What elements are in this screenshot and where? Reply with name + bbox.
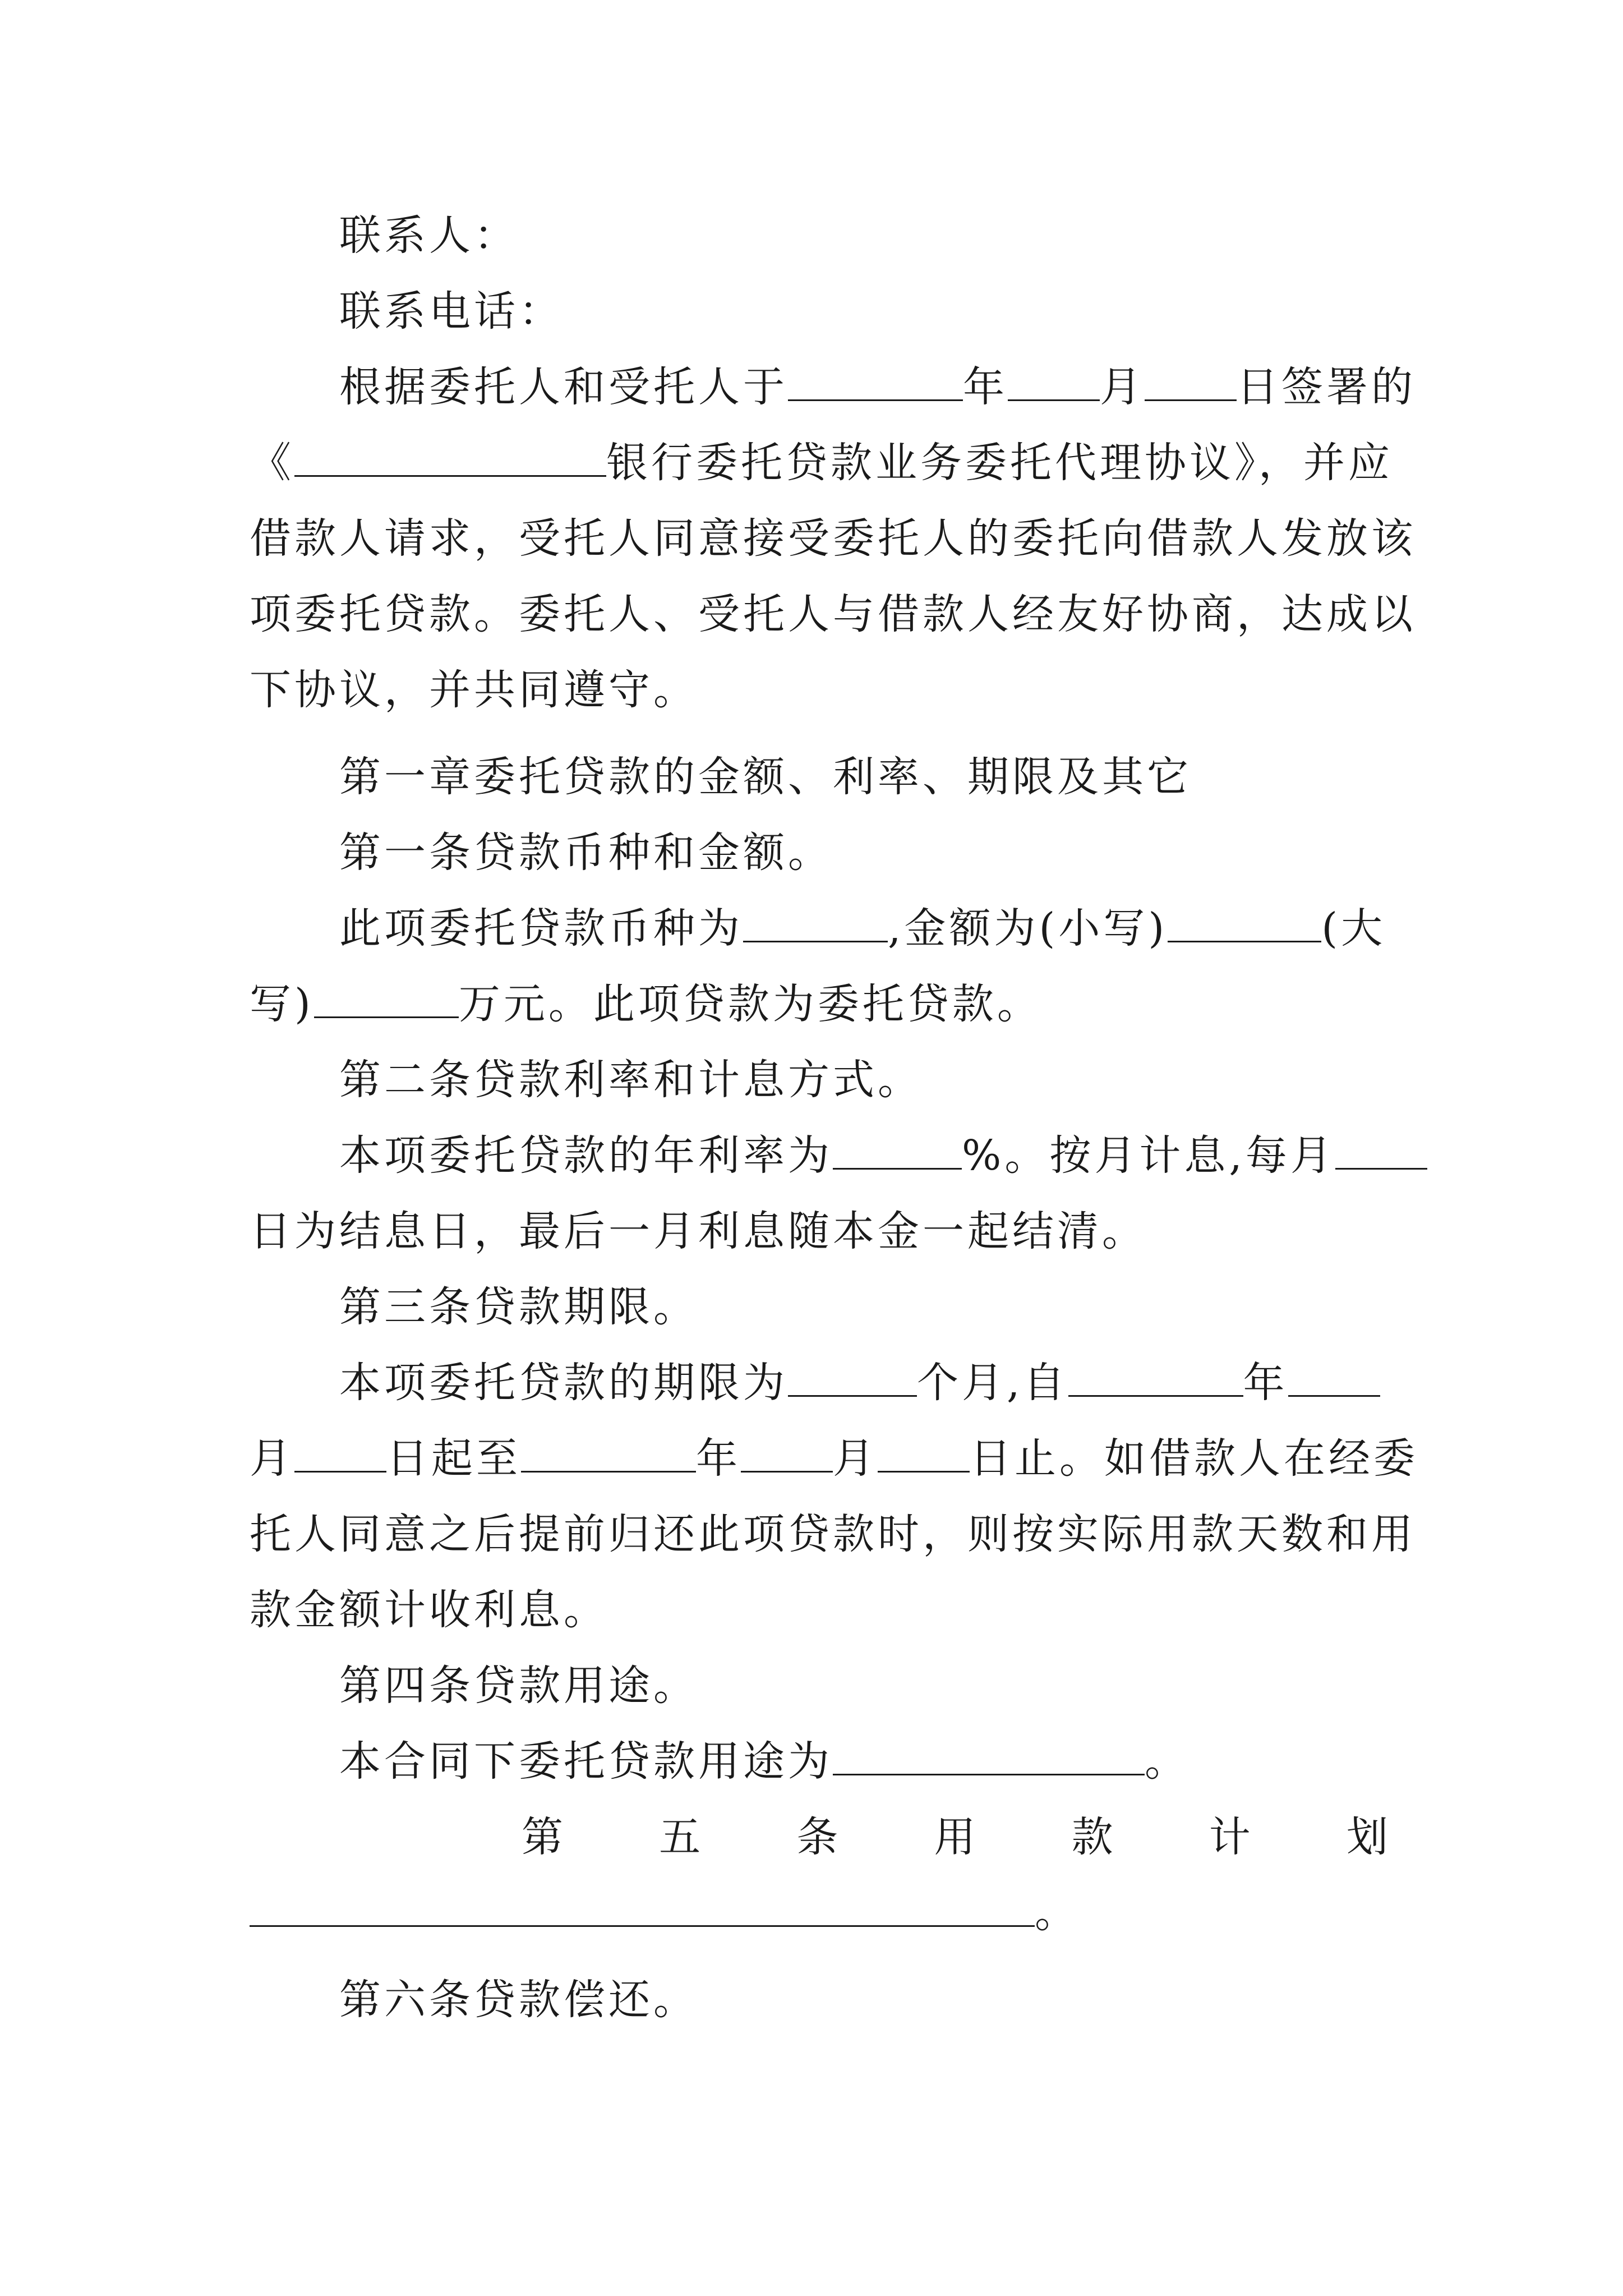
paragraph-1-line-2: 《 银行委托贷款业务委托代理协议》，并应 (250, 432, 1388, 494)
article-1-text-line-1: 此项委托贷款币种为 ,金额为(小写) (大 (339, 898, 1388, 959)
start-day-blank (294, 1432, 386, 1473)
article-1-heading: 第一条贷款币种和金额。 (339, 829, 833, 877)
date-month-blank (1008, 360, 1100, 401)
paragraph-1-line-5: 下协议，并共同遵守。 (250, 666, 698, 714)
start-month-blank (1288, 1356, 1380, 1397)
article-3-text-line-3: 托人同意之后提前归还此项贷款时，则按实际用款天数和用 (250, 1510, 1416, 1558)
date-day-blank (1145, 360, 1237, 401)
article-5-plan-line: 。 (250, 1882, 1388, 1944)
currency-blank (743, 901, 888, 942)
article-5-char: 用 (934, 1813, 976, 1861)
end-month-blank (741, 1432, 833, 1473)
date-year-blank (788, 360, 963, 401)
article-5-char: 计 (1209, 1813, 1251, 1861)
article-5-char: 条 (796, 1813, 838, 1861)
article-5-char: 款 (1071, 1813, 1113, 1861)
settlement-day-blank (1335, 1129, 1427, 1170)
article-6-heading: 第六条贷款偿还。 (339, 1976, 698, 2024)
amount-figures-blank (1168, 901, 1321, 942)
paragraph-1-line-1: 根据委托人和受托人于 年 月 日签署的 (339, 356, 1388, 418)
end-day-blank (878, 1432, 970, 1473)
article-5-char: 划 (1346, 1813, 1388, 1861)
article-4-heading: 第四条贷款用途。 (339, 1662, 698, 1710)
amount-words-blank (314, 977, 459, 1018)
article-5-char: 第 (522, 1813, 563, 1861)
article-4-text: 本合同下委托贷款用途为 。 (339, 1731, 1388, 1792)
start-year-blank (1068, 1356, 1243, 1397)
paragraph-1-line-4: 项委托贷款。委托人、受托人与借款人经友好协商，达成以 (250, 590, 1416, 638)
loan-purpose-blank (833, 1734, 1145, 1775)
bank-name-blank (294, 436, 606, 477)
article-2-text-line-2: 日为结息日，最后一月利息随本金一起结清。 (250, 1207, 1147, 1255)
contact-phone-line: 联系电话： (339, 287, 564, 335)
article-3-text-line-4: 款金额计收利息。 (250, 1586, 608, 1634)
paragraph-1-line-3: 借款人请求，受托人同意接受委托人的委托向借款人发放该 (250, 514, 1416, 563)
article-3-text-line-1: 本项委托贷款的期限为 个月,自 年 (339, 1352, 1388, 1414)
chapter-1-heading: 第一章委托贷款的金额、利率、期限及其它 (339, 753, 1192, 801)
article-5-char: 五 (659, 1813, 701, 1861)
article-5-heading (522, 1806, 1388, 1868)
usage-plan-blank (250, 1886, 1035, 1927)
interest-rate-blank (833, 1129, 962, 1170)
article-2-text-line-1: 本项委托贷款的年利率为 %。按月计息,每月 (339, 1125, 1388, 1186)
term-months-blank (788, 1356, 917, 1397)
article-1-text-line-2: 写) 万元。此项贷款为委托贷款。 (250, 973, 1388, 1035)
contact-person-line: 联系人： (339, 211, 519, 260)
end-year-blank (521, 1432, 696, 1473)
article-3-heading: 第三条贷款期限。 (339, 1283, 698, 1331)
article-3-text-line-2: 月 日起至 年 月 日止。如借款人在经委 (250, 1428, 1388, 1489)
article-2-heading: 第二条贷款利率和计息方式。 (339, 1056, 923, 1104)
